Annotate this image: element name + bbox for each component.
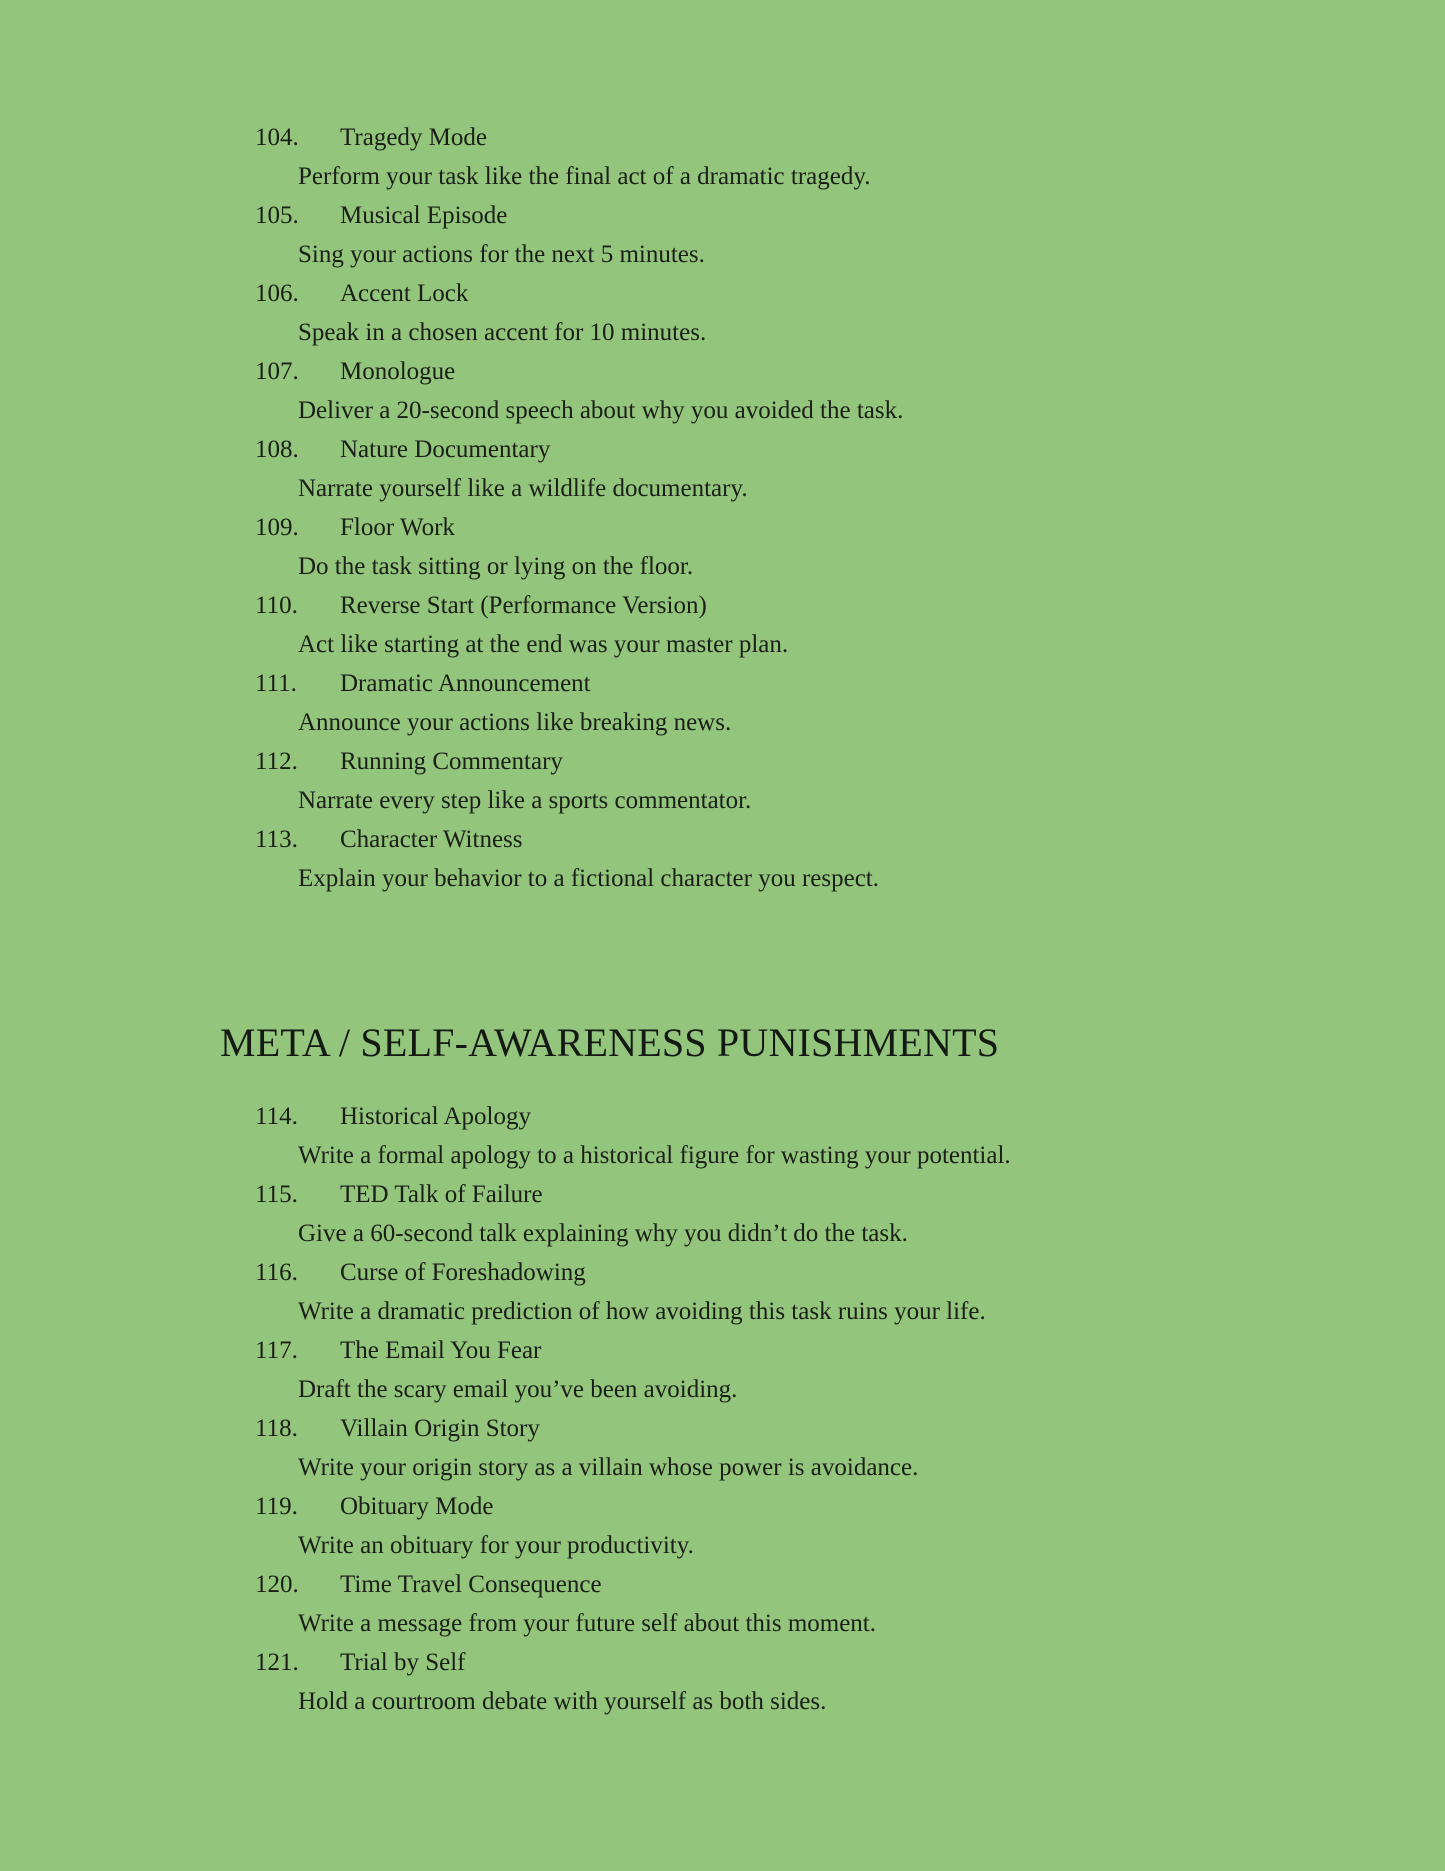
list-item bbox=[255, 586, 903, 664]
item-title: Obituary Mode bbox=[340, 1493, 494, 1520]
item-number: 109. bbox=[255, 514, 299, 541]
item-description: Sing your actions for the next 5 minutes. bbox=[298, 241, 705, 268]
list-item bbox=[255, 1487, 1011, 1565]
item-title: Curse of Foreshadowing bbox=[340, 1259, 586, 1286]
list-item bbox=[255, 820, 903, 898]
item-title: Accent Lock bbox=[340, 280, 469, 307]
item-number: 108. bbox=[255, 436, 299, 463]
item-number: 114. bbox=[255, 1103, 298, 1130]
item-number: 111. bbox=[255, 670, 297, 697]
item-description: Narrate every step like a sports commentator. bbox=[298, 787, 752, 814]
section-heading: META / SELF-AWARENESS PUNISHMENTS bbox=[220, 1020, 1000, 1065]
item-number: 115. bbox=[255, 1181, 298, 1208]
item-title: Nature Documentary bbox=[340, 436, 551, 463]
list-item bbox=[255, 1331, 1011, 1409]
punishment-list-performance bbox=[255, 118, 903, 898]
item-description: Write your origin story as a villain whose power is avoidance. bbox=[298, 1454, 919, 1481]
item-description: Speak in a chosen accent for 10 minutes. bbox=[298, 319, 707, 346]
item-description: Perform your task like the final act of a dramatic tragedy. bbox=[298, 163, 871, 190]
item-title: Floor Work bbox=[340, 514, 455, 541]
item-description: Narrate yourself like a wildlife documentary. bbox=[298, 475, 748, 502]
list-item bbox=[255, 430, 903, 508]
list-item bbox=[255, 742, 903, 820]
item-number: 105. bbox=[255, 202, 299, 229]
item-description: Announce your actions like breaking news. bbox=[298, 709, 732, 736]
item-number: 120. bbox=[255, 1571, 299, 1598]
item-description: Hold a courtroom debate with yourself as both sides. bbox=[298, 1688, 827, 1715]
item-title: The Email You Fear bbox=[340, 1337, 542, 1364]
list-item bbox=[255, 1253, 1011, 1331]
item-number: 119. bbox=[255, 1493, 298, 1520]
item-description: Act like starting at the end was your master plan. bbox=[298, 631, 789, 658]
item-number: 104. bbox=[255, 124, 299, 151]
item-title: Tragedy Mode bbox=[340, 124, 487, 151]
item-title: Historical Apology bbox=[340, 1103, 531, 1130]
item-title: TED Talk of Failure bbox=[340, 1181, 543, 1208]
list-item bbox=[255, 664, 903, 742]
item-number: 121. bbox=[255, 1649, 299, 1676]
item-description: Give a 60-second talk explaining why you didn’t do the task. bbox=[298, 1220, 908, 1247]
list-item bbox=[255, 118, 903, 196]
item-number: 116. bbox=[255, 1259, 298, 1286]
item-number: 110. bbox=[255, 592, 298, 619]
item-title: Running Commentary bbox=[340, 748, 563, 775]
list-item bbox=[255, 352, 903, 430]
item-title: Villain Origin Story bbox=[340, 1415, 540, 1442]
list-item bbox=[255, 1643, 1011, 1721]
list-item bbox=[255, 1097, 1011, 1175]
item-title: Character Witness bbox=[340, 826, 523, 853]
item-number: 118. bbox=[255, 1415, 298, 1442]
item-title: Reverse Start (Performance Version) bbox=[340, 592, 707, 619]
item-number: 106. bbox=[255, 280, 299, 307]
item-description: Explain your behavior to a fictional character you respect. bbox=[298, 865, 880, 892]
item-title: Dramatic Announcement bbox=[340, 670, 591, 697]
list-item bbox=[255, 1175, 1011, 1253]
item-description: Write a formal apology to a historical figure for wasting your potential. bbox=[298, 1142, 1011, 1169]
item-description: Write a dramatic prediction of how avoiding this task ruins your life. bbox=[298, 1298, 986, 1325]
item-title: Monologue bbox=[340, 358, 456, 385]
item-description: Draft the scary email you’ve been avoiding. bbox=[298, 1376, 738, 1403]
item-description: Deliver a 20-second speech about why you avoided the task. bbox=[298, 397, 904, 424]
list-item bbox=[255, 196, 903, 274]
list-item bbox=[255, 508, 903, 586]
list-item bbox=[255, 1409, 1011, 1487]
item-description: Write an obituary for your productivity. bbox=[298, 1532, 694, 1559]
list-item bbox=[255, 1565, 1011, 1643]
item-title: Time Travel Consequence bbox=[340, 1571, 602, 1598]
item-number: 117. bbox=[255, 1337, 298, 1364]
list-item bbox=[255, 274, 903, 352]
item-description: Write a message from your future self about this moment. bbox=[298, 1610, 877, 1637]
item-title: Musical Episode bbox=[340, 202, 508, 229]
item-title: Trial by Self bbox=[340, 1649, 466, 1676]
item-description: Do the task sitting or lying on the floor. bbox=[298, 553, 694, 580]
item-number: 113. bbox=[255, 826, 298, 853]
item-number: 107. bbox=[255, 358, 299, 385]
item-number: 112. bbox=[255, 748, 298, 775]
punishment-list-meta bbox=[255, 1097, 1011, 1721]
